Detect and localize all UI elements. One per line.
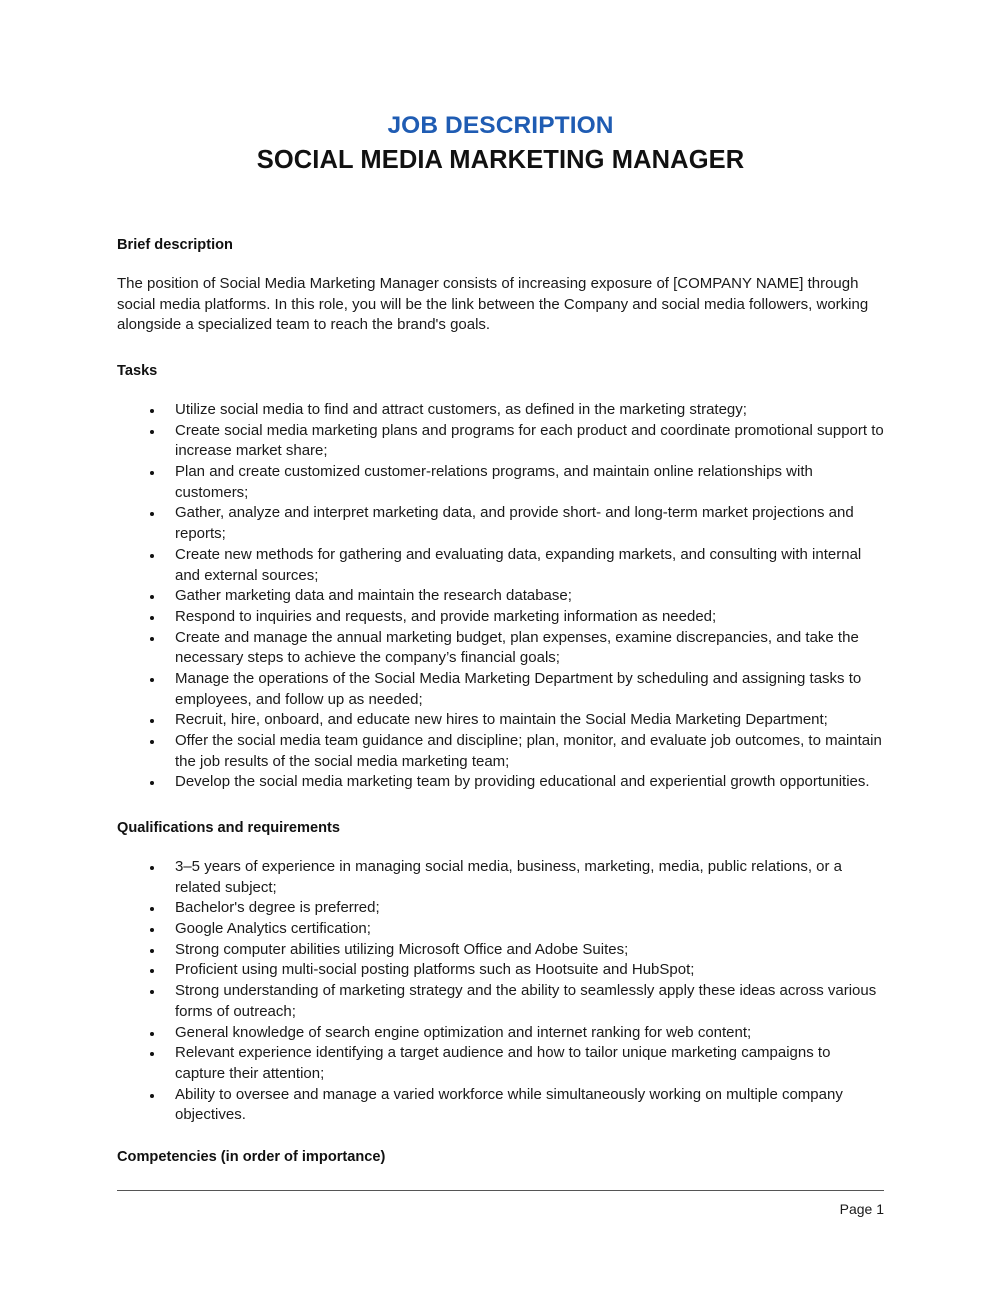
heading-brief-description: Brief description (117, 237, 233, 253)
page-title: SOCIAL MEDIA MARKETING MANAGER (256, 145, 745, 174)
list-item: Strong computer abilities utilizing Microsoft Office and Adobe Suites; (117, 940, 884, 961)
spacer (117, 255, 884, 274)
footer-divider (117, 1190, 884, 1191)
list-item: Create social media marketing plans and programs for each product and coordinate promotional support to increase market share; (117, 421, 884, 462)
list-item: 3–5 years of experience in managing social media, business, marketing, media, public relations, or a related subject; (117, 857, 884, 898)
list-item: Relevant experience identifying a target audience and how to tailor unique marketing campaigns to capture their attention; (117, 1043, 884, 1084)
spacer (117, 1126, 884, 1148)
list-tasks (117, 400, 884, 793)
list-item: Gather marketing data and maintain the research database; (117, 586, 884, 607)
list-item: Offer the social media team guidance and discipline; plan, monitor, and evaluate job outcomes, to maintain the job results of the social media marketing team; (117, 731, 884, 772)
list-item: Proficient using multi-social posting platforms such as Hootsuite and HubSpot; (117, 960, 884, 981)
list-qualifications (117, 857, 884, 1126)
list-item: Google Analytics certification; (117, 919, 884, 940)
paragraph-brief-description: The position of Social Media Marketing Manager consists of increasing exposure of [COMPANY NAME] through social media platforms. In this role, you will be the link between the Company and social media followers, working alongside a specialized team to reach the brand's goals. (117, 274, 869, 334)
document-kicker: JOB DESCRIPTION (387, 112, 614, 139)
spacer (117, 336, 884, 362)
list-item: Create and manage the annual marketing budget, plan expenses, examine discrepancies, and take the necessary steps to achieve the company’s financial goals; (117, 628, 884, 669)
spacer (117, 838, 884, 857)
spacer (117, 793, 884, 819)
list-item: Strong understanding of marketing strategy and the ability to seamlessly apply these ideas across various forms of outreach; (117, 981, 884, 1022)
list-item: Recruit, hire, onboard, and educate new hires to maintain the Social Media Marketing Department; (117, 710, 884, 731)
list-item: Ability to oversee and manage a varied workforce while simultaneously working on multiple company objectives. (117, 1085, 884, 1126)
page-number: Page 1 (839, 1201, 884, 1217)
list-item: General knowledge of search engine optimization and internet ranking for web content; (117, 1023, 884, 1044)
list-item: Develop the social media marketing team by providing educational and experiential growth opportunities. (117, 772, 884, 793)
list-item: Manage the operations of the Social Media Marketing Department by scheduling and assigning tasks to employees, and follow up as needed; (117, 669, 884, 710)
spacer (117, 381, 884, 400)
heading-competencies: Competencies (in order of importance) (117, 1148, 386, 1165)
list-item: Respond to inquiries and requests, and provide marketing information as needed; (117, 607, 884, 628)
list-item: Utilize social media to find and attract customers, as defined in the marketing strategy; (117, 400, 884, 421)
document-body (117, 236, 884, 1167)
list-item: Plan and create customized customer-relations programs, and maintain online relationships with customers; (117, 462, 884, 503)
heading-tasks: Tasks (117, 363, 158, 380)
document-title-block (117, 112, 884, 176)
list-item: Gather, analyze and interpret marketing data, and provide short- and long-term market projections and reports; (117, 503, 884, 544)
list-item: Create new methods for gathering and evaluating data, expanding markets, and consulting with internal and external sources; (117, 545, 884, 586)
list-item: Bachelor's degree is preferred; (117, 898, 884, 919)
page-footer (117, 1190, 884, 1218)
heading-qualifications: Qualifications and requirements (117, 820, 341, 837)
